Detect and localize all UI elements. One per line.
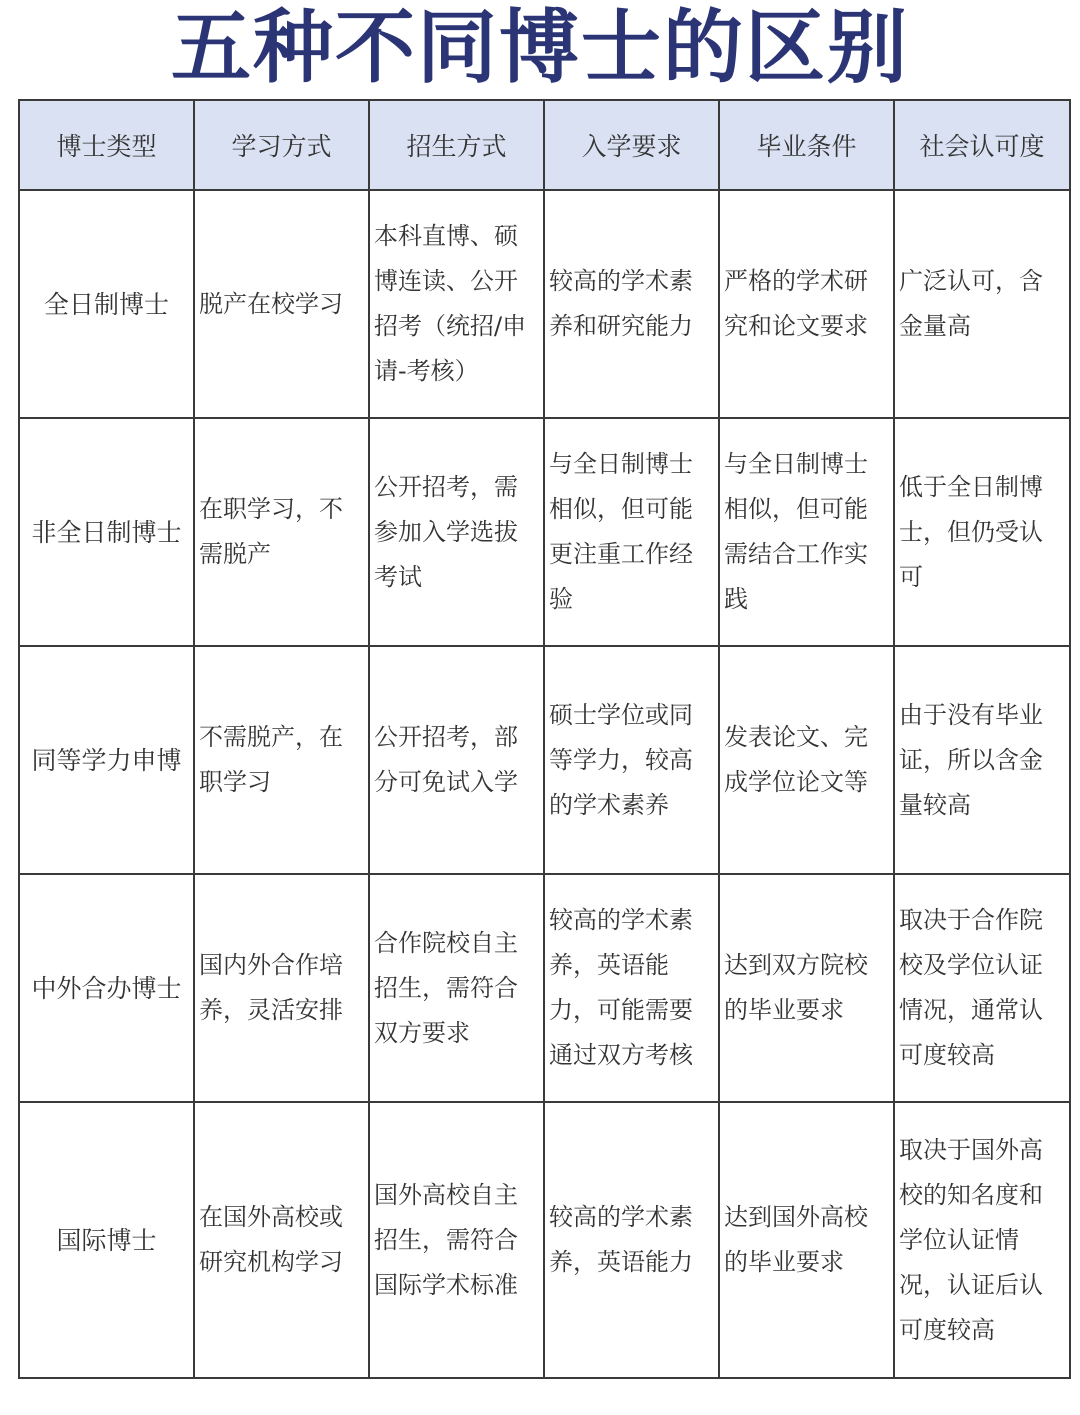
- cell-social-recognition: 取决于国外高校的知名度和学位认证情况，认证后认可度较高: [894, 1102, 1070, 1378]
- cell-admission-method: 本科直博、硕博连读、公开招考（统招/申请-考核）: [369, 190, 544, 418]
- header-admission-method: 招生方式: [369, 100, 544, 190]
- cell-entry-requirement: 较高的学术素养，英语能力: [544, 1102, 719, 1378]
- cell-social-recognition: 广泛认可，含金量高: [894, 190, 1070, 418]
- cell-study-mode: 在职学习，不需脱产: [194, 418, 369, 646]
- cell-admission-method: 国外高校自主招生，需符合国际学术标准: [369, 1102, 544, 1378]
- cell-doctor-type: 国际博士: [19, 1102, 194, 1378]
- cell-admission-method: 合作院校自主招生，需符合双方要求: [369, 874, 544, 1102]
- cell-graduation-condition: 达到双方院校的毕业要求: [719, 874, 894, 1102]
- page-title: 五种不同博士的区别: [171, 1, 909, 94]
- cell-graduation-condition: 与全日制博士相似，但可能需结合工作实践: [719, 418, 894, 646]
- header-entry-requirement: 入学要求: [544, 100, 719, 190]
- cell-entry-requirement: 硕士学位或同等学力，较高的学术素养: [544, 646, 719, 874]
- cell-graduation-condition: 达到国外高校的毕业要求: [719, 1102, 894, 1378]
- comparison-table: [18, 99, 1071, 1379]
- header-doctor-type: 博士类型: [19, 100, 194, 190]
- cell-social-recognition: 低于全日制博士，但仍受认可: [894, 418, 1070, 646]
- table-header-row: [19, 100, 1070, 190]
- cell-doctor-type: 同等学力申博: [19, 646, 194, 874]
- cell-admission-method: 公开招考，需参加入学选拔考试: [369, 418, 544, 646]
- cell-study-mode: 脱产在校学习: [194, 190, 369, 418]
- table-row: [19, 418, 1070, 646]
- cell-admission-method: 公开招考，部分可免试入学: [369, 646, 544, 874]
- cell-graduation-condition: 严格的学术研究和论文要求: [719, 190, 894, 418]
- cell-study-mode: 国内外合作培养，灵活安排: [194, 874, 369, 1102]
- header-study-mode: 学习方式: [194, 100, 369, 190]
- cell-entry-requirement: 与全日制博士相似，但可能更注重工作经验: [544, 418, 719, 646]
- header-graduation-condition: 毕业条件: [719, 100, 894, 190]
- cell-graduation-condition: 发表论文、完成学位论文等: [719, 646, 894, 874]
- cell-doctor-type: 非全日制博士: [19, 418, 194, 646]
- table-row: [19, 874, 1070, 1102]
- cell-doctor-type: 中外合办博士: [19, 874, 194, 1102]
- cell-study-mode: 在国外高校或研究机构学习: [194, 1102, 369, 1378]
- cell-study-mode: 不需脱产，在职学习: [194, 646, 369, 874]
- cell-entry-requirement: 较高的学术素养和研究能力: [544, 190, 719, 418]
- cell-entry-requirement: 较高的学术素养，英语能力，可能需要通过双方考核: [544, 874, 719, 1102]
- table-row: [19, 1102, 1070, 1378]
- cell-doctor-type: 全日制博士: [19, 190, 194, 418]
- header-social-recognition: 社会认可度: [894, 100, 1070, 190]
- table-row: [19, 646, 1070, 874]
- cell-social-recognition: 取决于合作院校及学位认证情况，通常认可度较高: [894, 874, 1070, 1102]
- table-row: [19, 190, 1070, 418]
- cell-social-recognition: 由于没有毕业证，所以含金量较高: [894, 646, 1070, 874]
